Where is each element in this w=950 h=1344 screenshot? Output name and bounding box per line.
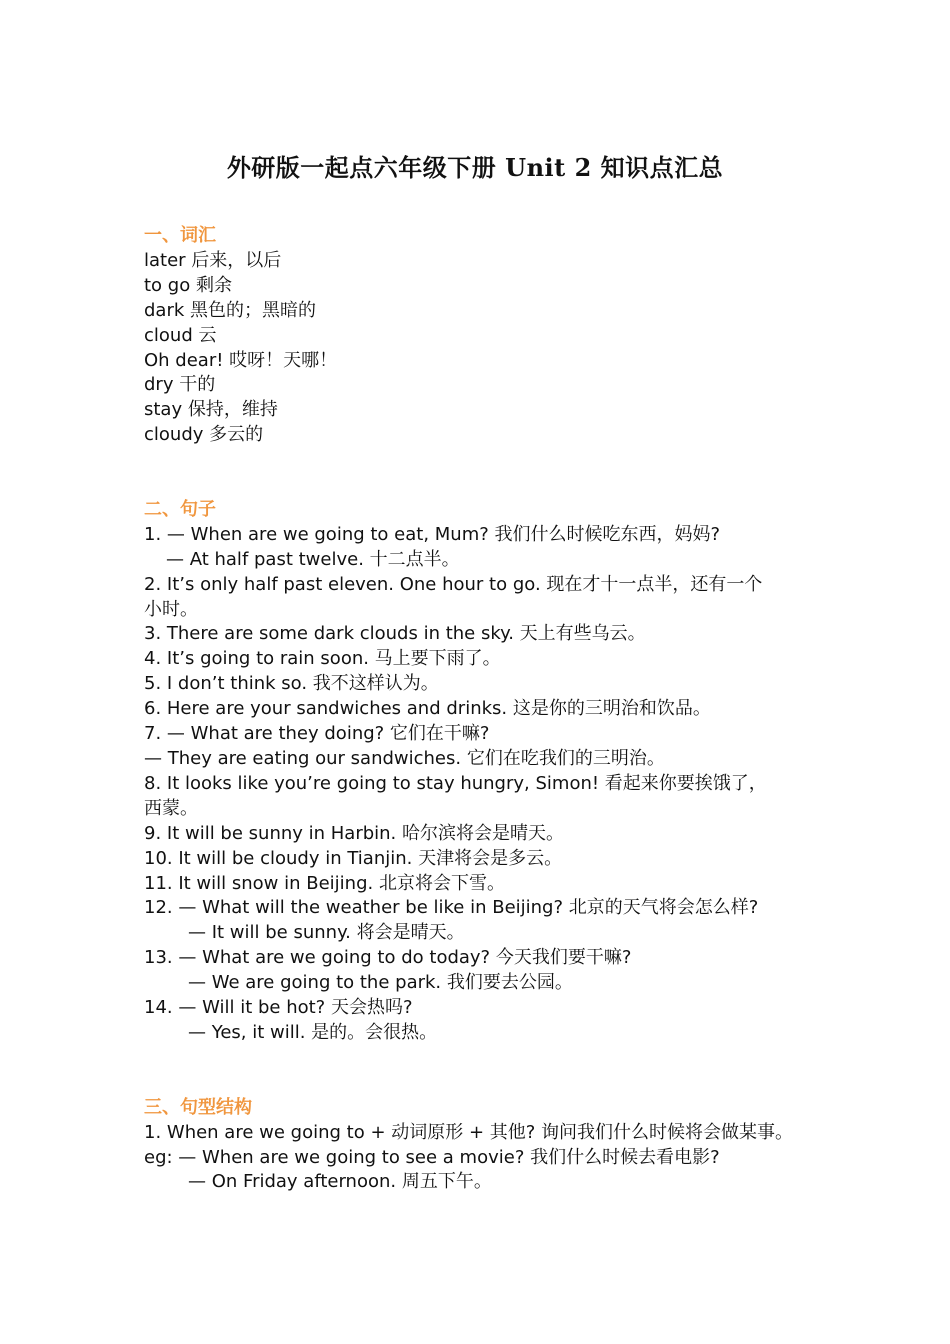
sentence-line: 10. It will be cloudy in Tianjin. 天津将会是多云。 <box>144 847 563 869</box>
pattern-line: 1. When are we going to + 动词原形 + 其他? 询问我们什么时候将会做某事。 <box>144 1121 794 1143</box>
sentence-line: 1. — When are we going to eat, Mum? 我们什么时候吃东西，妈妈? <box>144 523 721 545</box>
pattern-line: eg: — When are we going to see a movie? 我们什么时候去看电影? <box>144 1146 720 1168</box>
vocab-item: dark 黑色的；黑暗的 <box>144 299 317 321</box>
vocab-item: dry 干的 <box>144 374 216 396</box>
sentence-line: 7. — What are they doing? 它们在干嘛? <box>144 723 490 745</box>
sentence-line: 8. It looks like you’re going to stay hungry, Simon! 看起来你要挨饿了， <box>144 772 767 794</box>
section-spacer <box>144 448 824 498</box>
sentence-line: — They are eating our sandwiches. 它们在吃我们的三明治。 <box>144 748 665 770</box>
sentence-line: 3. There are some dark clouds in the sky. 天上有些乌云。 <box>144 623 646 645</box>
document-body <box>144 224 824 1195</box>
sentence-line: 9. It will be sunny in Harbin. 哈尔滨将会是晴天。 <box>144 822 565 844</box>
sentence-line: 2. It’s only half past eleven. One hour to go. 现在才十一点半，还有一个 <box>144 573 763 595</box>
sentence-line: 4. It’s going to rain soon. 马上要下雨了。 <box>144 648 501 670</box>
sentence-line: 小时。 <box>144 598 198 620</box>
vocab-item: Oh dear! 哎呀！天哪！ <box>144 349 338 371</box>
sentence-line: 6. Here are your sandwiches and drinks. 这是你的三明治和饮品。 <box>144 698 711 720</box>
sentence-line: 西蒙。 <box>144 797 198 819</box>
section-heading-sentences: 二、句子 <box>144 498 216 520</box>
vocab-item: to go 剩余 <box>144 274 232 296</box>
sentence-line: 11. It will snow in Beijing. 北京将会下雪。 <box>144 872 505 894</box>
pattern-line: — On Friday afternoon. 周五下午。 <box>188 1171 492 1193</box>
vocab-item: cloudy 多云的 <box>144 424 264 446</box>
sentence-line: 12. — What will the weather be like in Beijing? 北京的天气将会怎么样? <box>144 897 759 919</box>
sentence-line: 14. — Will it be hot? 天会热吗? <box>144 997 413 1019</box>
sentence-line: — It will be sunny. 将会是晴天。 <box>188 922 465 944</box>
vocab-item: later 后来，以后 <box>144 249 282 271</box>
section-spacer <box>144 1046 824 1096</box>
sentence-line: — Yes, it will. 是的。会很热。 <box>188 1021 438 1043</box>
section-heading-vocabulary: 一、词汇 <box>144 225 216 246</box>
vocab-item: stay 保持，维持 <box>144 399 278 421</box>
page-title: 外研版一起点六年级下册 Unit 2 知识点汇总 <box>226 153 724 182</box>
sentence-line: 5. I don’t think so. 我不这样认为。 <box>144 673 439 695</box>
sentence-line: — We are going to the park. 我们要去公园。 <box>188 972 573 994</box>
vocab-item: cloud 云 <box>144 324 217 346</box>
sentence-line: 13. — What are we going to do today? 今天我们要干嘛? <box>144 947 632 969</box>
sentence-line: — At half past twelve. 十二点半。 <box>166 548 460 570</box>
section-heading-patterns: 三、句型结构 <box>144 1096 252 1118</box>
